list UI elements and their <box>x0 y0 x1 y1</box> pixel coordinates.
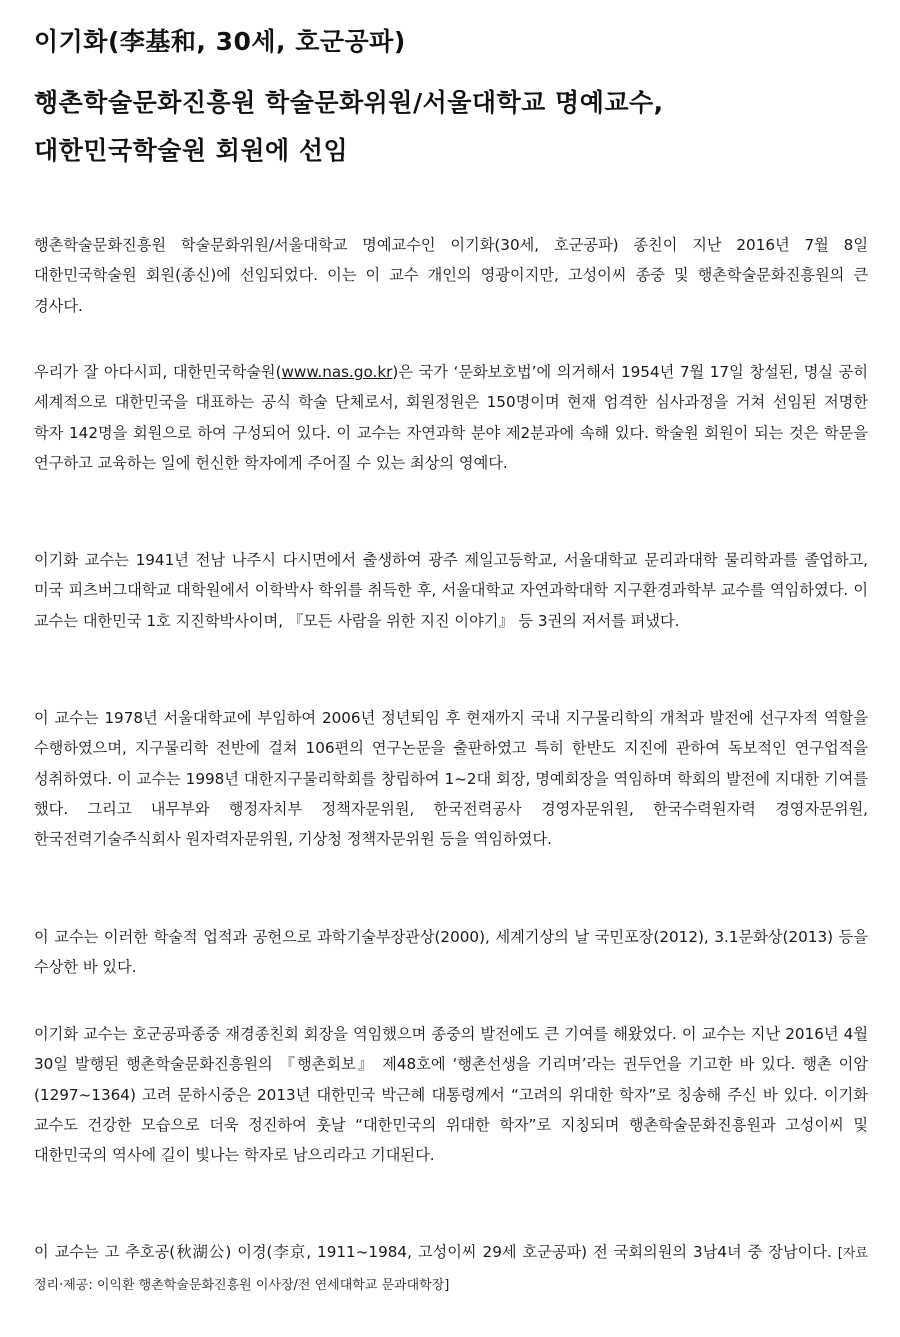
paragraph-biography: 이기화 교수는 1941년 전남 나주시 다시면에서 출생하여 광주 제일고등학교, 서울대학교 문리과대학 물리학과를 졸업하고, 미국 피츠버그대학교 대학원에서 이학박사 학위를 취득한 후, 서울대학교 자연과학대학 지구환경과학부 교수를 역임하였다. 이 교수는 대한민국 1호 지진학박사이며, 『모든 사람을 위한 지진 이야기』 등 3권의 저서를 펴냈다. <box>34 551 868 630</box>
person-name-heading: 이기화(李基和, 30세, 호군공파) <box>34 27 406 56</box>
article-title-line-1: 행촌학술문화진흥원 학술문화위원/서울대학교 명예교수, <box>34 88 664 117</box>
paragraph-appointment: 행촌학술문화진흥원 학술문화위원/서울대학교 명예교수인 이기화(30세, 호군공파) 종친이 지난 2016년 7월 8일 대한민국학술원 회원(종신)에 선임되었다. 이는 이 교수 개인의 영광이지만, 고성이씨 종중 및 행촌학술문화진흥원의 큰 경사다. <box>34 236 868 315</box>
paragraph-academy-text-end: )은 국가 ‘문화보호법’에 의거해서 1954년 7월 17일 창설된, 명실 공히 세계적으로 대한민국을 대표하는 공식 학술 단체로서, 회원정원은 150명이며 현재 엄격한 심사과정을 거쳐 선임된 저명한 학자 142명을 회원으로 하여 구성되어 있다. 이 교수는 자연과학 분야 제2분과에 속해 있다. 학술원 회원이 되는 것은 학문을 연구하고 교육하는 일에 헌신한 학자에게 주어질 수 있는 최상의 영예다. <box>34 363 868 472</box>
paragraph-career: 이 교수는 1978년 서울대학교에 부임하여 2006년 정년퇴임 후 현재까지 국내 지구물리학의 개척과 발전에 선구자적 역할을 수행하였으며, 지구물리학 전반에 걸쳐 106편의 연구논문을 출판하였고 특히 한반도 지진에 관하여 독보적인 연구업적을 성취하였다. 이 교수는 1998년 대한지구물리학회를 창립하여 1~2대 회장, 명예회장을 역임하며 학회의 발전에 지대한 기여를 했다. 그리고 내무부와 행정자치부 정책자문위원, 한국전력공사 경영자문위원, 한국수력원자력 경영자문위원, 한국전력기술주식회사 원자력자문위원, 기상청 정책자문위원 등을 역임하였다. <box>34 709 868 849</box>
paragraph-academy <box>34 357 868 478</box>
academy-website-link[interactable]: www.nas.go.kr <box>281 363 393 381</box>
paragraph-clan-activity: 이기화 교수는 호군공파종중 재경종친회 회장을 역임했으며 종중의 발전에도 큰 기여를 해왔었다. 이 교수는 지난 2016년 4월 30일 발행된 행촌학술문화진흥원의 『행촌회보』 제48호에 ‘행촌선생을 기리며’라는 권두언을 기고한 바 있다. 행촌 이암(1297~1364) 고려 문하시중은 2013년 대한민국 박근혜 대통령께서 “고려의 위대한 학자”로 칭송해 주신 바 있다. 이기화 교수도 건강한 모습으로 더욱 정진하여 훗날 “대한민국의 위대한 학자”로 지칭되며 행촌학술문화진흥원과 고성이씨 및 대한민국의 역사에 길이 빛나는 학자로 남으리라고 기대된다. <box>34 1025 868 1165</box>
paragraph-awards: 이 교수는 이러한 학술적 업적과 공헌으로 과학기술부장관상(2000), 세계기상의 날 국민포장(2012), 3.1문화상(2013) 등을 수상한 바 있다. <box>34 928 868 977</box>
article-title-line-2: 대한민국학술원 회원에 선임 <box>34 136 349 165</box>
paragraph-family-text: 이 교수는 고 추호공(秋湖公) 이경(李京, 1911~1984, 고성이씨 29세 호군공파) 전 국회의원의 3남4녀 중 장남이다. <box>34 1243 832 1261</box>
paragraph-academy-text-start: 우리가 잘 아다시피, 대한민국학술원( <box>34 363 282 381</box>
paragraph-family <box>34 1237 868 1302</box>
source-note: [자료 정리·제공: 이익환 행촌학술문화진흥원 이사장/전 연세대학교 문과대학장] <box>34 1246 868 1294</box>
